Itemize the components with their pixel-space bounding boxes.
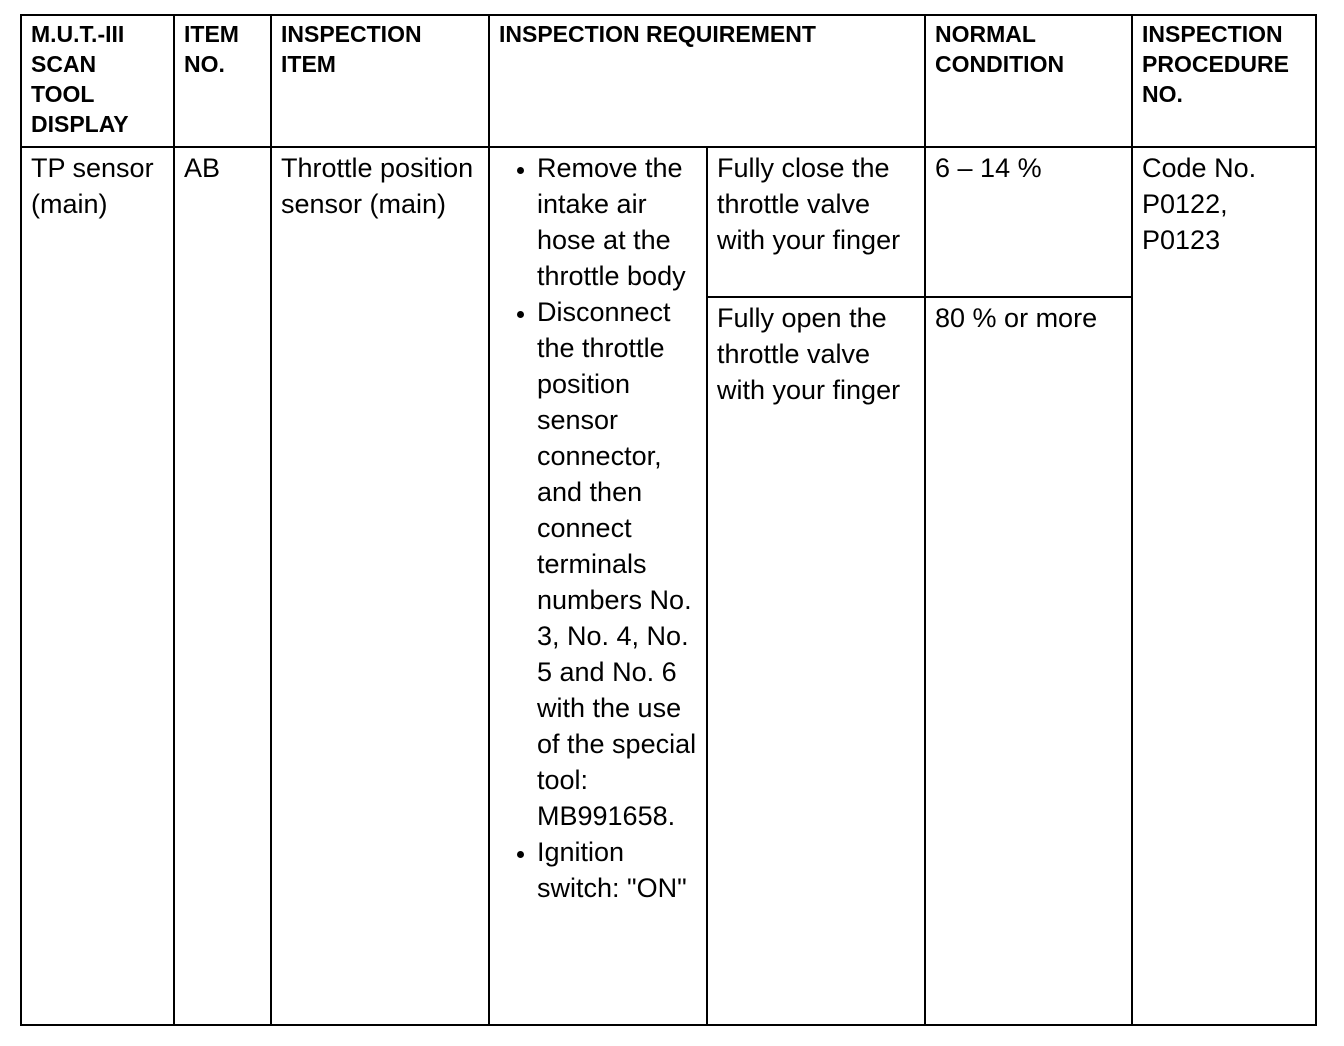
cell-inspection-procedure-no: Code No. P0122, P0123 xyxy=(1132,147,1316,1025)
cell-condition-close: Fully close the throttle valve with your finger xyxy=(707,147,925,297)
table-row xyxy=(21,147,1316,297)
cell-inspection-item: Throttle position sensor (main) xyxy=(271,147,489,1025)
header-inspection-procedure-no: INSPECTION PROCEDURE NO. xyxy=(1132,15,1316,147)
header-normal-condition: NORMAL CONDITION xyxy=(925,15,1132,147)
cell-item-no: AB xyxy=(174,147,271,1025)
cell-normal-close: 6 – 14 % xyxy=(925,147,1132,297)
cell-scan-tool-display: TP sensor (main) xyxy=(21,147,174,1025)
cell-normal-open: 80 % or more xyxy=(925,297,1132,1025)
list-item: • Disconnect the throttle position sensor connector, and then connect terminals numbers No. 3, No. 4, No. 5 and No. 6 with the use of the special tool: MB991658. xyxy=(537,294,700,834)
header-inspection-item: INSPECTION ITEM xyxy=(271,15,489,147)
list-item: • Remove the intake air hose at the throttle body xyxy=(537,150,700,294)
list-item: • Ignition switch: "ON" xyxy=(537,834,700,906)
header-row xyxy=(21,15,1316,147)
requirements-list xyxy=(499,150,700,906)
header-scan-tool-display: M.U.T.-III SCAN TOOL DISPLAY xyxy=(21,15,174,147)
inspection-table xyxy=(20,14,1317,1026)
cell-condition-open: Fully open the throttle valve with your finger xyxy=(707,297,925,1025)
header-inspection-requirement: INSPECTION REQUIREMENT xyxy=(489,15,925,147)
header-item-no: ITEM NO. xyxy=(174,15,271,147)
cell-requirements xyxy=(489,147,707,1025)
